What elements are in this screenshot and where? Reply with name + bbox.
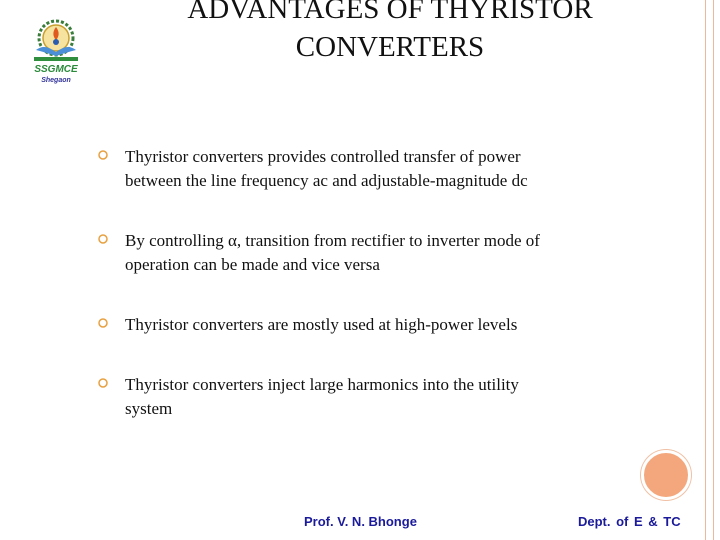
- bullet-text: [125, 373, 635, 421]
- bullet-circle-icon: [98, 234, 108, 244]
- bullet-line: system: [125, 399, 173, 418]
- bullet-line: Thyristor converters are mostly used at high-power levels: [125, 315, 518, 334]
- bullet-line: Thyristor converters provides controlled transfer of power: [125, 147, 521, 166]
- bullet-line: between the line frequency ac and adjustable-magnitude dc: [125, 171, 528, 190]
- bullet-line: operation can be made and vice versa: [125, 255, 380, 274]
- logo-text: SSGMCE: [34, 64, 78, 75]
- logo-subtext: Shegaon: [41, 77, 71, 84]
- bullet-text: [125, 313, 635, 337]
- footer-author: Prof. V. N. Bhonge: [304, 514, 417, 529]
- bullet-text: [125, 229, 635, 277]
- bullet-text: [125, 145, 635, 193]
- title-line-1: ADVANTAGES OF THYRISTOR: [187, 0, 593, 25]
- bullet-line: By controlling α, transition from rectifier to inverter mode of: [125, 231, 540, 250]
- footer-dept: Dept. of E & TC: [578, 514, 681, 529]
- bullet-circle-icon: [98, 378, 108, 388]
- bullet-line: Thyristor converters inject large harmonics into the utility: [125, 375, 519, 394]
- title-line-2: CONVERTERS: [295, 31, 485, 63]
- bullet-circle-icon: [98, 318, 108, 328]
- bullet-circle-icon: [98, 150, 108, 160]
- decorative-circle: [641, 450, 691, 500]
